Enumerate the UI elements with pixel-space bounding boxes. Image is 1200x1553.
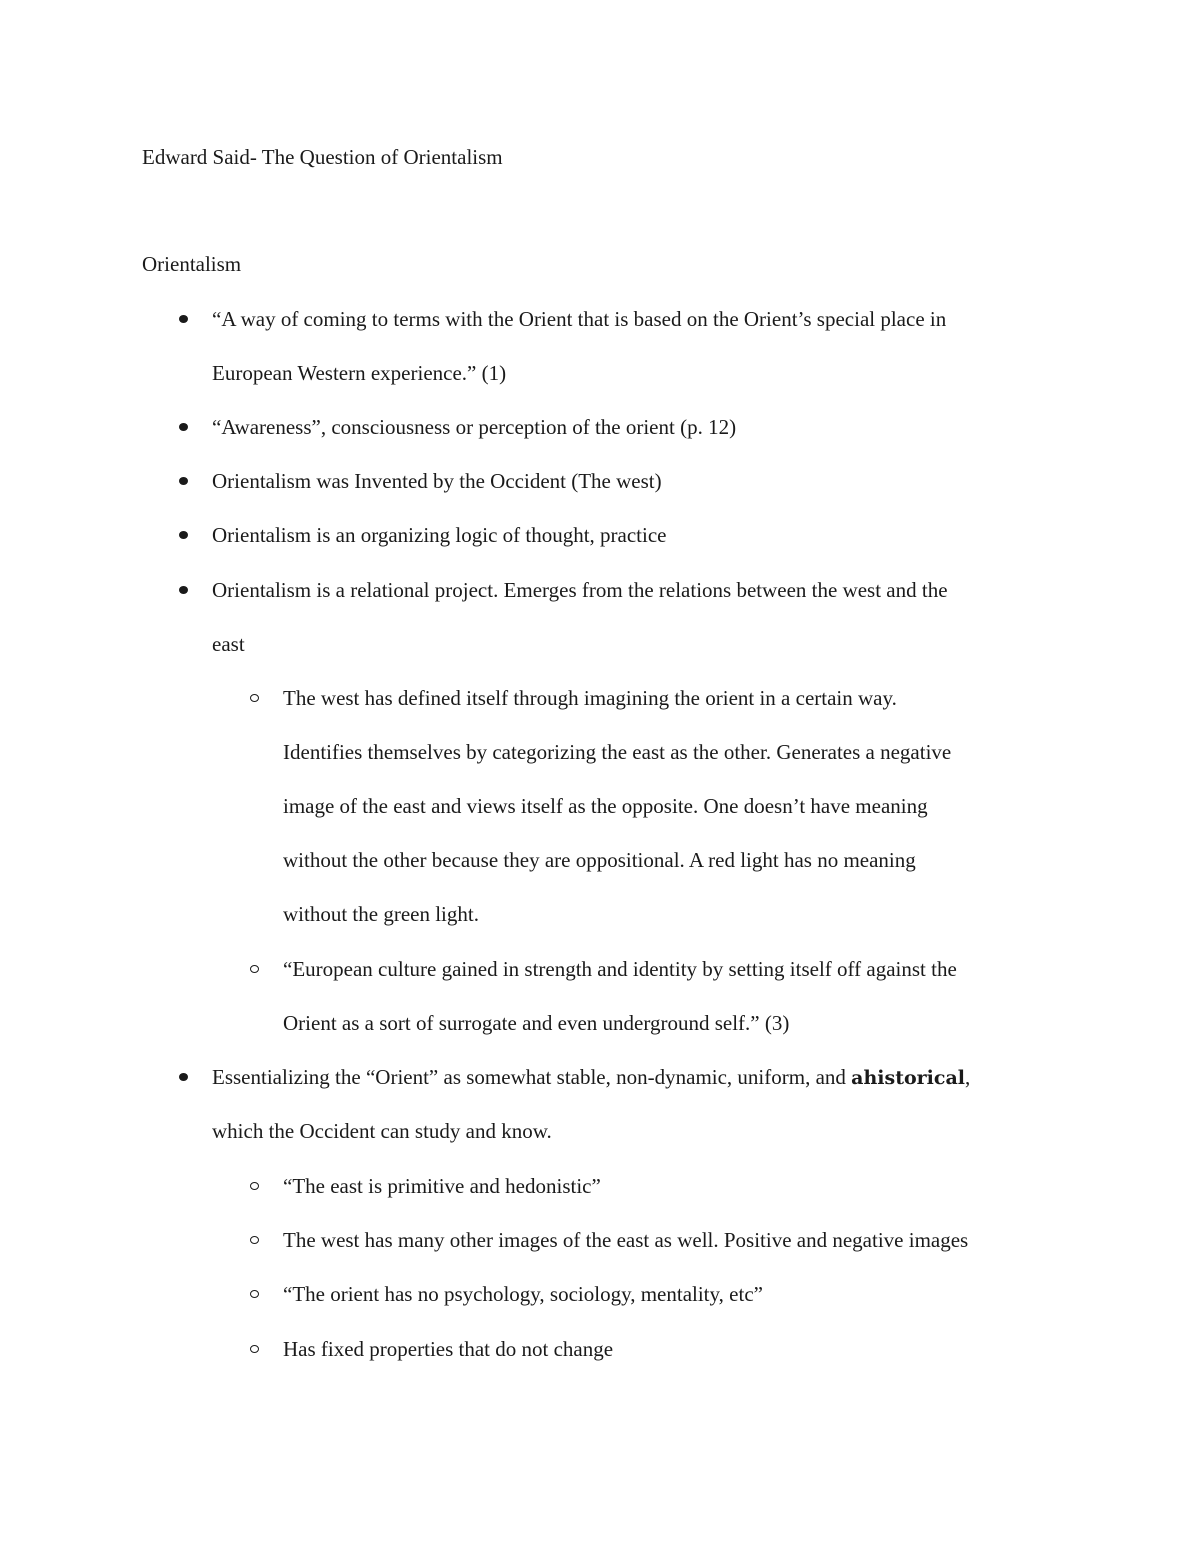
bold-term-suffix: , bbox=[965, 1065, 971, 1089]
list-item-line: The west has many other images of the east as well. Positive and negative images bbox=[283, 1228, 969, 1252]
list-item-line: which the Occident can study and know. bbox=[212, 1119, 552, 1143]
list-item-text: Essentializing the “Orient” as somewhat stable, non-dynamic, uniform, and bbox=[212, 1065, 852, 1089]
list-item-line: Orientalism is a relational project. Emerges from the relations between the west and the bbox=[212, 578, 948, 602]
hollow-bullet-icon bbox=[250, 1182, 259, 1190]
list-item-line: European Western experience.” (1) bbox=[212, 361, 507, 385]
list-item-line: image of the east and views itself as the opposite. One doesn’t have meaning bbox=[283, 794, 928, 818]
list-item bbox=[212, 508, 1072, 562]
list-item bbox=[283, 1322, 1073, 1376]
list-item-line: Orientalism is an organizing logic of thought, practice bbox=[212, 523, 667, 547]
list-item bbox=[212, 1050, 1072, 1158]
list-item bbox=[283, 1159, 1073, 1213]
list-item-line: without the other because they are oppositional. A red light has no meaning bbox=[283, 848, 916, 872]
list-item-line: Has fixed properties that do not change bbox=[283, 1337, 614, 1361]
list-item bbox=[283, 1267, 1073, 1321]
bullet-icon bbox=[179, 477, 188, 485]
list-item bbox=[212, 400, 1072, 454]
list-item bbox=[283, 671, 1073, 941]
list-item bbox=[212, 292, 1072, 400]
list-item bbox=[283, 942, 1073, 1050]
list-item-line: “Awareness”, consciousness or perception of the orient (p. 12) bbox=[212, 415, 737, 439]
bullet-icon bbox=[179, 586, 188, 594]
list-item-line: Orient as a sort of surrogate and even underground self.” (3) bbox=[283, 1011, 790, 1035]
section-heading: Orientalism bbox=[142, 252, 242, 276]
bullet-icon bbox=[179, 1073, 188, 1081]
list-item-line: “The east is primitive and hedonistic” bbox=[283, 1174, 601, 1198]
list-item bbox=[212, 563, 1072, 671]
list-item-line bbox=[212, 1050, 1072, 1104]
hollow-bullet-icon bbox=[250, 694, 259, 702]
hollow-bullet-icon bbox=[250, 965, 259, 973]
list-item bbox=[283, 1213, 1073, 1267]
hollow-bullet-icon bbox=[250, 1290, 259, 1298]
list-item-line: without the green light. bbox=[283, 902, 479, 926]
list-item-line: “A way of coming to terms with the Orient that is based on the Orient’s special place in bbox=[212, 307, 947, 331]
document-title: Edward Said- The Question of Orientalism bbox=[142, 145, 503, 169]
bullet-icon bbox=[179, 423, 188, 431]
list-item-line: east bbox=[212, 632, 245, 656]
list-item-line: Orientalism was Invented by the Occident (The west) bbox=[212, 469, 662, 493]
bullet-icon bbox=[179, 315, 188, 323]
bullet-icon bbox=[179, 531, 188, 539]
list-item-line: “The orient has no psychology, sociology, mentality, etc” bbox=[283, 1282, 763, 1306]
list-item bbox=[212, 454, 1072, 508]
hollow-bullet-icon bbox=[250, 1236, 259, 1244]
list-item-line: Identifies themselves by categorizing the east as the other. Generates a negative bbox=[283, 740, 952, 764]
list-item-line: The west has defined itself through imagining the orient in a certain way. bbox=[283, 686, 897, 710]
hollow-bullet-icon bbox=[250, 1345, 259, 1353]
bold-term: ahistorical bbox=[851, 1067, 965, 1089]
list-item-line: “European culture gained in strength and identity by setting itself off against the bbox=[283, 957, 957, 981]
